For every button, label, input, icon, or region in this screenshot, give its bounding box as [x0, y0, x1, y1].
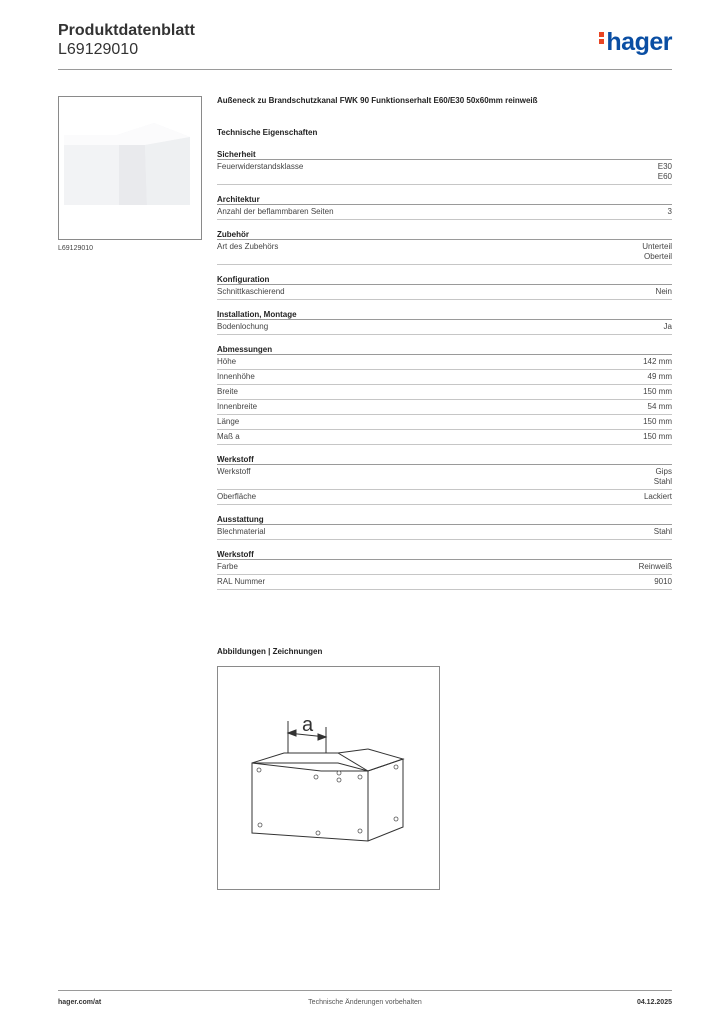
property-value: 150 mm: [643, 417, 672, 426]
group-title: Konfiguration: [217, 274, 672, 285]
group-title: Ausstattung: [217, 514, 672, 525]
group-title: Werkstoff: [217, 549, 672, 560]
property-group: [217, 229, 672, 265]
property-row: [217, 320, 672, 335]
property-group: [217, 149, 672, 185]
property-values: [658, 162, 672, 182]
property-label: Bodenlochung: [217, 322, 269, 331]
group-title: Zubehör: [217, 229, 672, 240]
property-row: [217, 400, 672, 415]
property-row: [217, 490, 672, 505]
property-value: 150 mm: [643, 432, 672, 441]
property-value: E60: [657, 172, 672, 181]
property-values: [644, 492, 672, 502]
property-group: [217, 549, 672, 590]
property-values: [643, 417, 672, 427]
property-value: Nein: [655, 287, 672, 296]
property-row: [217, 575, 672, 590]
property-label: Feuerwiderstandsklasse: [217, 162, 304, 171]
property-value: E30: [657, 162, 672, 171]
property-label: Anzahl der beflammbaren Seiten: [217, 207, 334, 216]
group-title: Sicherheit: [217, 149, 672, 160]
property-row: [217, 160, 672, 185]
page-header: [58, 22, 672, 70]
property-label: Maß a: [217, 432, 240, 441]
property-values: [664, 322, 672, 332]
logo-text: hager: [606, 28, 672, 56]
property-row: [217, 240, 672, 265]
property-label: Oberfläche: [217, 492, 257, 501]
property-values: [639, 562, 672, 572]
property-values: [648, 402, 672, 412]
product-title: Außeneck zu Brandschutzkanal FWK 90 Funktionserhalt E60/E30 50x60mm reinweiß: [217, 96, 538, 105]
property-value: Unterteil: [642, 242, 672, 251]
property-value: Ja: [663, 322, 672, 331]
property-value: Stahl: [653, 477, 672, 486]
property-label: Innenbreite: [217, 402, 258, 411]
property-value: 142 mm: [643, 357, 672, 366]
property-row: [217, 525, 672, 540]
property-group: [217, 274, 672, 300]
group-title: Werkstoff: [217, 454, 672, 465]
figures-title: Abbildungen | Zeichnungen: [217, 647, 323, 656]
property-row: [217, 285, 672, 300]
property-values: [668, 207, 672, 217]
document-title: Produktdatenblatt: [58, 22, 195, 39]
property-values: [654, 467, 672, 487]
group-title: Architektur: [217, 194, 672, 205]
property-value: 54 mm: [647, 402, 672, 411]
product-image: [58, 96, 202, 240]
property-values: [654, 577, 672, 587]
property-label: Länge: [217, 417, 240, 426]
technical-drawing: [217, 666, 440, 890]
property-row: [217, 465, 672, 490]
property-value: 49 mm: [647, 372, 672, 381]
product-code: L69129010: [58, 41, 139, 58]
property-label: Breite: [217, 387, 238, 396]
property-row: [217, 560, 672, 575]
hager-logo[interactable]: [599, 28, 672, 57]
dimension-label: a: [302, 714, 314, 736]
property-label: Werkstoff: [217, 467, 251, 476]
product-image-caption: L69129010: [58, 245, 94, 252]
property-values: [643, 357, 672, 367]
property-row: [217, 370, 672, 385]
footer-notice: Technische Änderungen vorbehalten: [308, 999, 422, 1006]
property-group: [217, 344, 672, 445]
property-value: 9010: [654, 577, 672, 586]
property-values: [643, 387, 672, 397]
property-label: Farbe: [217, 562, 238, 571]
property-values: [643, 432, 672, 442]
group-title: Installation, Montage: [217, 309, 672, 320]
property-row: [217, 385, 672, 400]
property-value: Gips: [655, 467, 672, 476]
property-value: 3: [667, 207, 672, 216]
property-row: [217, 355, 672, 370]
property-value: Lackiert: [643, 492, 672, 501]
property-value: Oberteil: [643, 252, 672, 261]
property-values: [648, 372, 672, 382]
section-heading: Technische Eigenschaften: [217, 128, 318, 137]
group-title: Abmessungen: [217, 344, 672, 355]
footer-date: 04.12.2025: [636, 999, 672, 1006]
property-group: [217, 514, 672, 540]
property-label: RAL Nummer: [217, 577, 266, 586]
property-row: [217, 430, 672, 445]
property-group: [217, 309, 672, 335]
property-values: [654, 527, 672, 537]
corner-drawing-icon: [218, 667, 439, 889]
page-footer: [58, 990, 672, 1010]
property-groups: [217, 149, 672, 590]
property-values: [656, 287, 672, 297]
property-row: [217, 415, 672, 430]
property-value: Stahl: [653, 527, 672, 536]
property-label: Blechmaterial: [217, 527, 266, 536]
property-label: Schnittkaschierend: [217, 287, 285, 296]
footer-website-link[interactable]: hager.com/at: [58, 999, 102, 1006]
property-values: [642, 242, 672, 262]
logo-dots-icon: [599, 30, 604, 46]
property-row: [217, 205, 672, 220]
property-label: Höhe: [217, 357, 237, 366]
property-group: [217, 454, 672, 505]
property-group: [217, 194, 672, 220]
property-value: 150 mm: [643, 387, 672, 396]
property-value: Reinweiß: [638, 562, 672, 571]
property-label: Innenhöhe: [217, 372, 255, 381]
product-details: [217, 96, 672, 599]
product-photo-icon: [59, 97, 201, 239]
property-label: Art des Zubehörs: [217, 242, 279, 251]
